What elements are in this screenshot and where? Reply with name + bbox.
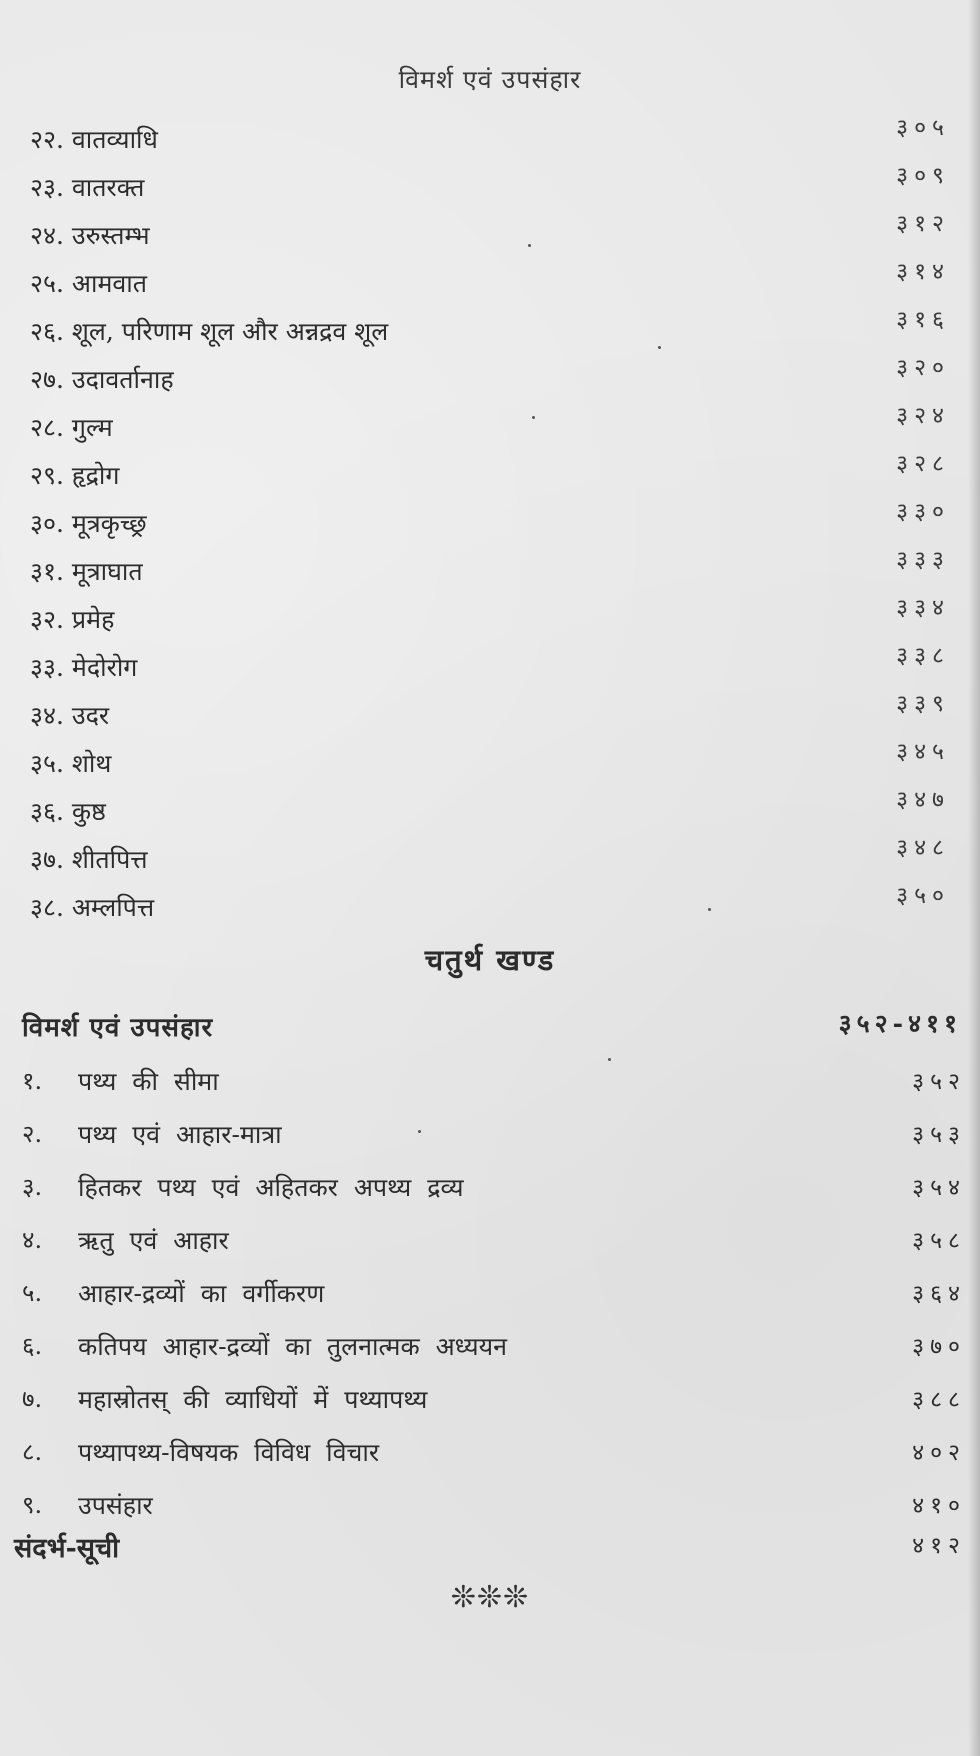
- toc-entry-number: ४.: [22, 1226, 43, 1254]
- toc-entry-label: २४. उरुस्तम्भ: [30, 221, 150, 250]
- toc-entry: [22, 1382, 966, 1435]
- print-speck: [528, 244, 531, 247]
- toc-entry-label: पथ्य की सीमा: [78, 1067, 219, 1096]
- toc-entry: [30, 691, 950, 746]
- toc-entry-page: ३५०: [896, 883, 950, 909]
- toc-entry-page: ३५२: [912, 1069, 966, 1095]
- toc-entry-label: ३७. शीतपित्त: [30, 845, 148, 874]
- toc-entry-label: ३८. अम्लपित्त: [30, 893, 155, 922]
- toc-entry-label: ३४. उदर: [30, 701, 110, 730]
- toc-entry-page: ३३८: [896, 643, 950, 669]
- toc-entry: [22, 1170, 966, 1223]
- toc-entry: [30, 211, 950, 266]
- toc-entry-page: ३५४: [912, 1175, 966, 1201]
- running-header: विमर्श एवं उपसंहार: [398, 65, 582, 94]
- toc-entry-page: ३२४: [896, 403, 950, 429]
- toc-entry-page: ३४८: [896, 835, 950, 861]
- toc-entry: [30, 835, 950, 890]
- toc-part4: [22, 1064, 966, 1541]
- toc-entry-label: पथ्यापथ्य-विषयक विविध विचार: [78, 1438, 380, 1467]
- toc-entry: [30, 259, 950, 314]
- toc-entry: [30, 115, 950, 170]
- toc-entry-number: ७.: [22, 1385, 43, 1413]
- toc-entry-number: ९.: [22, 1491, 43, 1519]
- toc-entry-label: २८. गुल्म: [30, 413, 113, 442]
- toc-entry: [30, 547, 950, 602]
- print-speck: [418, 1130, 421, 1133]
- toc-entry: [30, 499, 950, 554]
- toc-entry: [22, 1435, 966, 1488]
- toc-entry-label: ३६. कुष्ठ: [30, 797, 106, 826]
- part-heading-pages: ३५२-४११: [838, 1009, 962, 1038]
- toc-entry-page: ३३९: [896, 691, 950, 717]
- references-row: [14, 1528, 966, 1568]
- toc-entry-label: उपसंहार: [78, 1491, 153, 1520]
- toc-entry-label: हितकर पथ्य एवं अहितकर अपथ्य द्रव्य: [78, 1173, 464, 1202]
- references-title: संदर्भ-सूची: [14, 1533, 120, 1564]
- toc-entry-page: ३५८: [912, 1228, 966, 1254]
- toc-entry-label: २३. वातरक्त: [30, 173, 145, 202]
- toc-entry-page: ३३४: [896, 595, 950, 621]
- toc-entry: [30, 787, 950, 842]
- part-heading-row: [22, 1008, 962, 1048]
- toc-entry-page: ३२८: [896, 451, 950, 477]
- end-ornament: ❊❊❊: [450, 1580, 530, 1615]
- toc-entry-page: ३२०: [896, 355, 950, 381]
- toc-entry-label: २९. हृद्रोग: [30, 461, 120, 490]
- toc-entry-number: ६.: [22, 1332, 43, 1360]
- toc-entry-label: ३२. प्रमेह: [30, 605, 115, 634]
- toc-entry-label: ३३. मेदोरोग: [30, 653, 138, 682]
- toc-entry-label: महास्रोतस् की व्याधियों में पथ्यापथ्य: [78, 1385, 428, 1414]
- toc-entry-number: ८.: [22, 1438, 43, 1466]
- print-speck: [708, 908, 711, 911]
- toc-entry-label: ऋतु एवं आहार: [78, 1226, 229, 1255]
- toc-entry-page: ३३३: [896, 547, 950, 573]
- print-speck: [532, 416, 535, 419]
- toc-previous-section: [30, 115, 950, 938]
- toc-entry-label: ३५. शोथ: [30, 749, 112, 778]
- toc-entry-page: ४१०: [912, 1493, 966, 1519]
- toc-entry-page: ३६४: [912, 1281, 966, 1307]
- toc-entry-label: २५. आमवात: [30, 269, 148, 298]
- toc-entry-page: ३३०: [896, 499, 950, 525]
- toc-entry-page: ३१६: [896, 307, 950, 333]
- toc-entry: [30, 451, 950, 506]
- toc-entry: [30, 883, 950, 938]
- toc-entry: [22, 1064, 966, 1117]
- toc-entry-page: ३८८: [912, 1387, 966, 1413]
- toc-entry-number: २.: [22, 1120, 43, 1148]
- references-page: ४१२: [912, 1533, 966, 1559]
- toc-entry-label: ३१. मूत्राघात: [30, 557, 143, 586]
- toc-entry-label: आहार-द्रव्यों का वर्गीकरण: [78, 1279, 325, 1308]
- toc-entry-page: ३१२: [896, 211, 950, 237]
- toc-entry-label: २७. उदावर्तानाह: [30, 365, 174, 394]
- toc-entry-page: ४०२: [912, 1440, 966, 1466]
- toc-entry: [22, 1117, 966, 1170]
- toc-entry-label: कतिपय आहार-द्रव्यों का तुलनात्मक अध्ययन: [78, 1332, 507, 1361]
- toc-entry: [22, 1329, 966, 1382]
- toc-entry: [30, 307, 950, 362]
- print-speck: [608, 1058, 611, 1061]
- toc-entry: [30, 739, 950, 794]
- section-heading: चतुर्थ खण्ड: [424, 943, 556, 977]
- toc-entry: [22, 1223, 966, 1276]
- toc-entry: [30, 163, 950, 218]
- toc-entry-page: ३५३: [912, 1122, 966, 1148]
- toc-entry-label: ३०. मूत्रकृच्छ्र: [30, 509, 147, 538]
- toc-entry-page: ३०५: [896, 115, 950, 141]
- page-edge-shadow: [968, 0, 980, 1756]
- toc-entry: [30, 403, 950, 458]
- toc-entry: [22, 1276, 966, 1329]
- part-heading-title: विमर्श एवं उपसंहार: [22, 1013, 214, 1043]
- print-speck: [658, 346, 661, 349]
- toc-entry-page: ३४७: [896, 787, 950, 813]
- toc-entry-number: ३.: [22, 1173, 43, 1201]
- toc-entry-page: ३१४: [896, 259, 950, 285]
- toc-entry-label: पथ्य एवं आहार-मात्रा: [78, 1120, 282, 1149]
- toc-entry: [30, 643, 950, 698]
- toc-entry-label: २२. वातव्याधि: [30, 125, 158, 154]
- toc-entry-page: ३७०: [912, 1334, 966, 1360]
- toc-entry: [30, 355, 950, 410]
- toc-entry-page: ३४५: [896, 739, 950, 765]
- toc-entry-label: २६. शूल, परिणाम शूल और अन्नद्रव शूल: [30, 317, 389, 346]
- toc-entry: [30, 595, 950, 650]
- toc-entry-number: १.: [22, 1067, 43, 1095]
- toc-entry-number: ५.: [22, 1279, 43, 1307]
- toc-entry-page: ३०९: [896, 163, 950, 189]
